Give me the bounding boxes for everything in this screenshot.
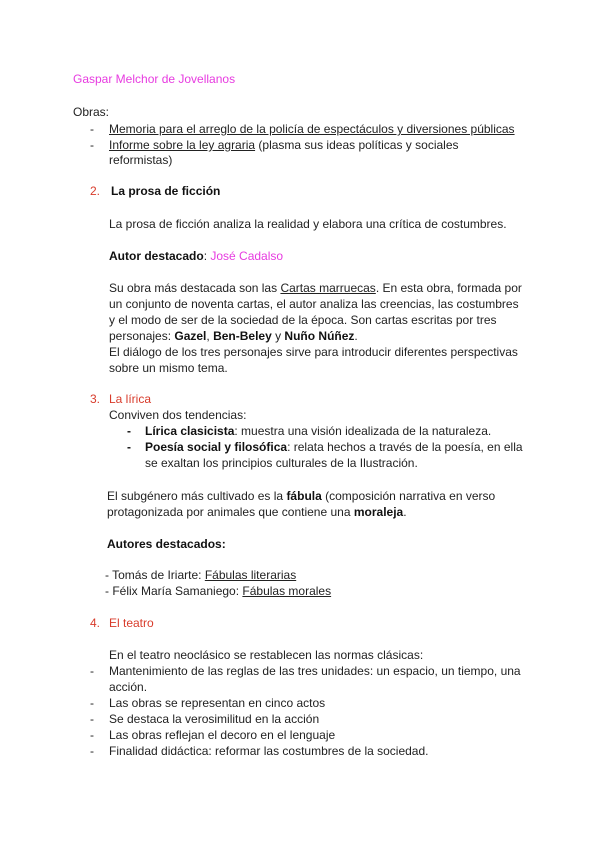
obra-memoria: Memoria para el arreglo de la policía de espectáculos y diversiones públicas: [109, 122, 515, 136]
bullet-dash: -: [90, 696, 94, 710]
author-heading: Gaspar Melchor de Jovellanos: [73, 72, 236, 86]
obras-label: Obras:: [73, 105, 110, 119]
s2-autor: Autor destacado: José Cadalso: [109, 249, 284, 263]
fabulas-literarias: Fábulas literarias: [204, 568, 297, 582]
bullet-dash: -: [90, 744, 94, 758]
s2-p2: un conjunto de noventa cartas, el autor analiza las creencias, las costumbres: [109, 297, 519, 311]
obra-informe-title: Informe sobre la ley agraria: [109, 138, 256, 152]
s4-item-1: Mantenimiento de las reglas de las tres unidades: un espacio, un tiempo, una: [109, 664, 521, 678]
obra-informe-cont: reformistas): [109, 153, 173, 167]
autor-iriarte: - Tomás de Iriarte: Fábulas literarias: [105, 568, 297, 582]
s3-subgenero-1: El subgénero más cultivado es la fábula (composición narrativa en verso: [107, 489, 496, 503]
bullet-dash: -: [90, 712, 94, 726]
tendencia-2-cont: se exaltan los principios culturales de la Ilustración.: [145, 456, 418, 470]
autor-name: José Cadalso: [210, 249, 284, 263]
tendencia-1: Lírica clasicista: muestra una visión idealizada de la naturaleza.: [145, 424, 492, 438]
section-2-title: La prosa de ficción: [111, 184, 221, 198]
autor-samaniego: - Félix María Samaniego: Fábulas morales: [105, 584, 332, 598]
s4-item-1-cont: acción.: [109, 680, 148, 694]
s2-p3: y el modo de ser de la sociedad de la época. Son cartas escritas por tres: [109, 313, 497, 327]
s2-p5: El diálogo de los tres personajes sirve para introducir diferentes perspectivas: [109, 345, 518, 359]
section-4-title: El teatro: [109, 616, 154, 630]
obra-informe: [109, 137, 459, 153]
s2-intro: La prosa de ficción analiza la realidad y elabora una crítica de costumbres.: [109, 217, 507, 231]
section-3-number: 3.: [90, 392, 101, 406]
bullet-dash: -: [90, 138, 94, 152]
section-4-number: 4.: [90, 616, 101, 630]
s4-item-5: Finalidad didáctica: reformar las costumbres de la sociedad.: [109, 744, 429, 758]
obra-informe-desc: (plasma sus ideas políticas y sociales: [255, 138, 459, 152]
tendencia-2: Poesía social y filosófica: relata hechos a través de la poesía, en ella: [145, 440, 523, 454]
section-3-title: La lírica: [109, 392, 152, 406]
autor-label: Autor destacado: [109, 249, 204, 263]
s2-p1: Su obra más destacada son las Cartas marruecas. En esta obra, formada por: [109, 281, 522, 295]
s4-item-2: Las obras se representan en cinco actos: [109, 696, 326, 710]
bullet-dash: -: [90, 122, 94, 136]
s4-item-4: Las obras reflejan el decoro en el lenguaje: [109, 728, 336, 742]
section-2-number: 2.: [90, 184, 101, 198]
fabulas-morales: Fábulas morales: [242, 584, 332, 598]
cartas-marruecas: Cartas marruecas: [280, 281, 376, 295]
bullet-dash: -: [90, 728, 94, 742]
s3-intro: Conviven dos tendencias:: [109, 408, 247, 422]
s4-item-3: Se destaca la verosimilitud en la acción: [109, 712, 320, 726]
bullet-dash: -: [127, 424, 131, 438]
s2-p6: sobre un mismo tema.: [109, 361, 228, 375]
bullet-dash: -: [127, 440, 131, 454]
autores-label: Autores destacados:: [107, 537, 226, 551]
bullet-dash: -: [90, 664, 94, 678]
s2-p4: personajes: Gazel, Ben-Beley y Nuño Núñez.: [109, 329, 358, 343]
s4-intro: En el teatro neoclásico se restablecen las normas clásicas:: [109, 648, 424, 662]
s3-subgenero-2: protagonizada por animales que contiene una moraleja.: [107, 505, 407, 519]
